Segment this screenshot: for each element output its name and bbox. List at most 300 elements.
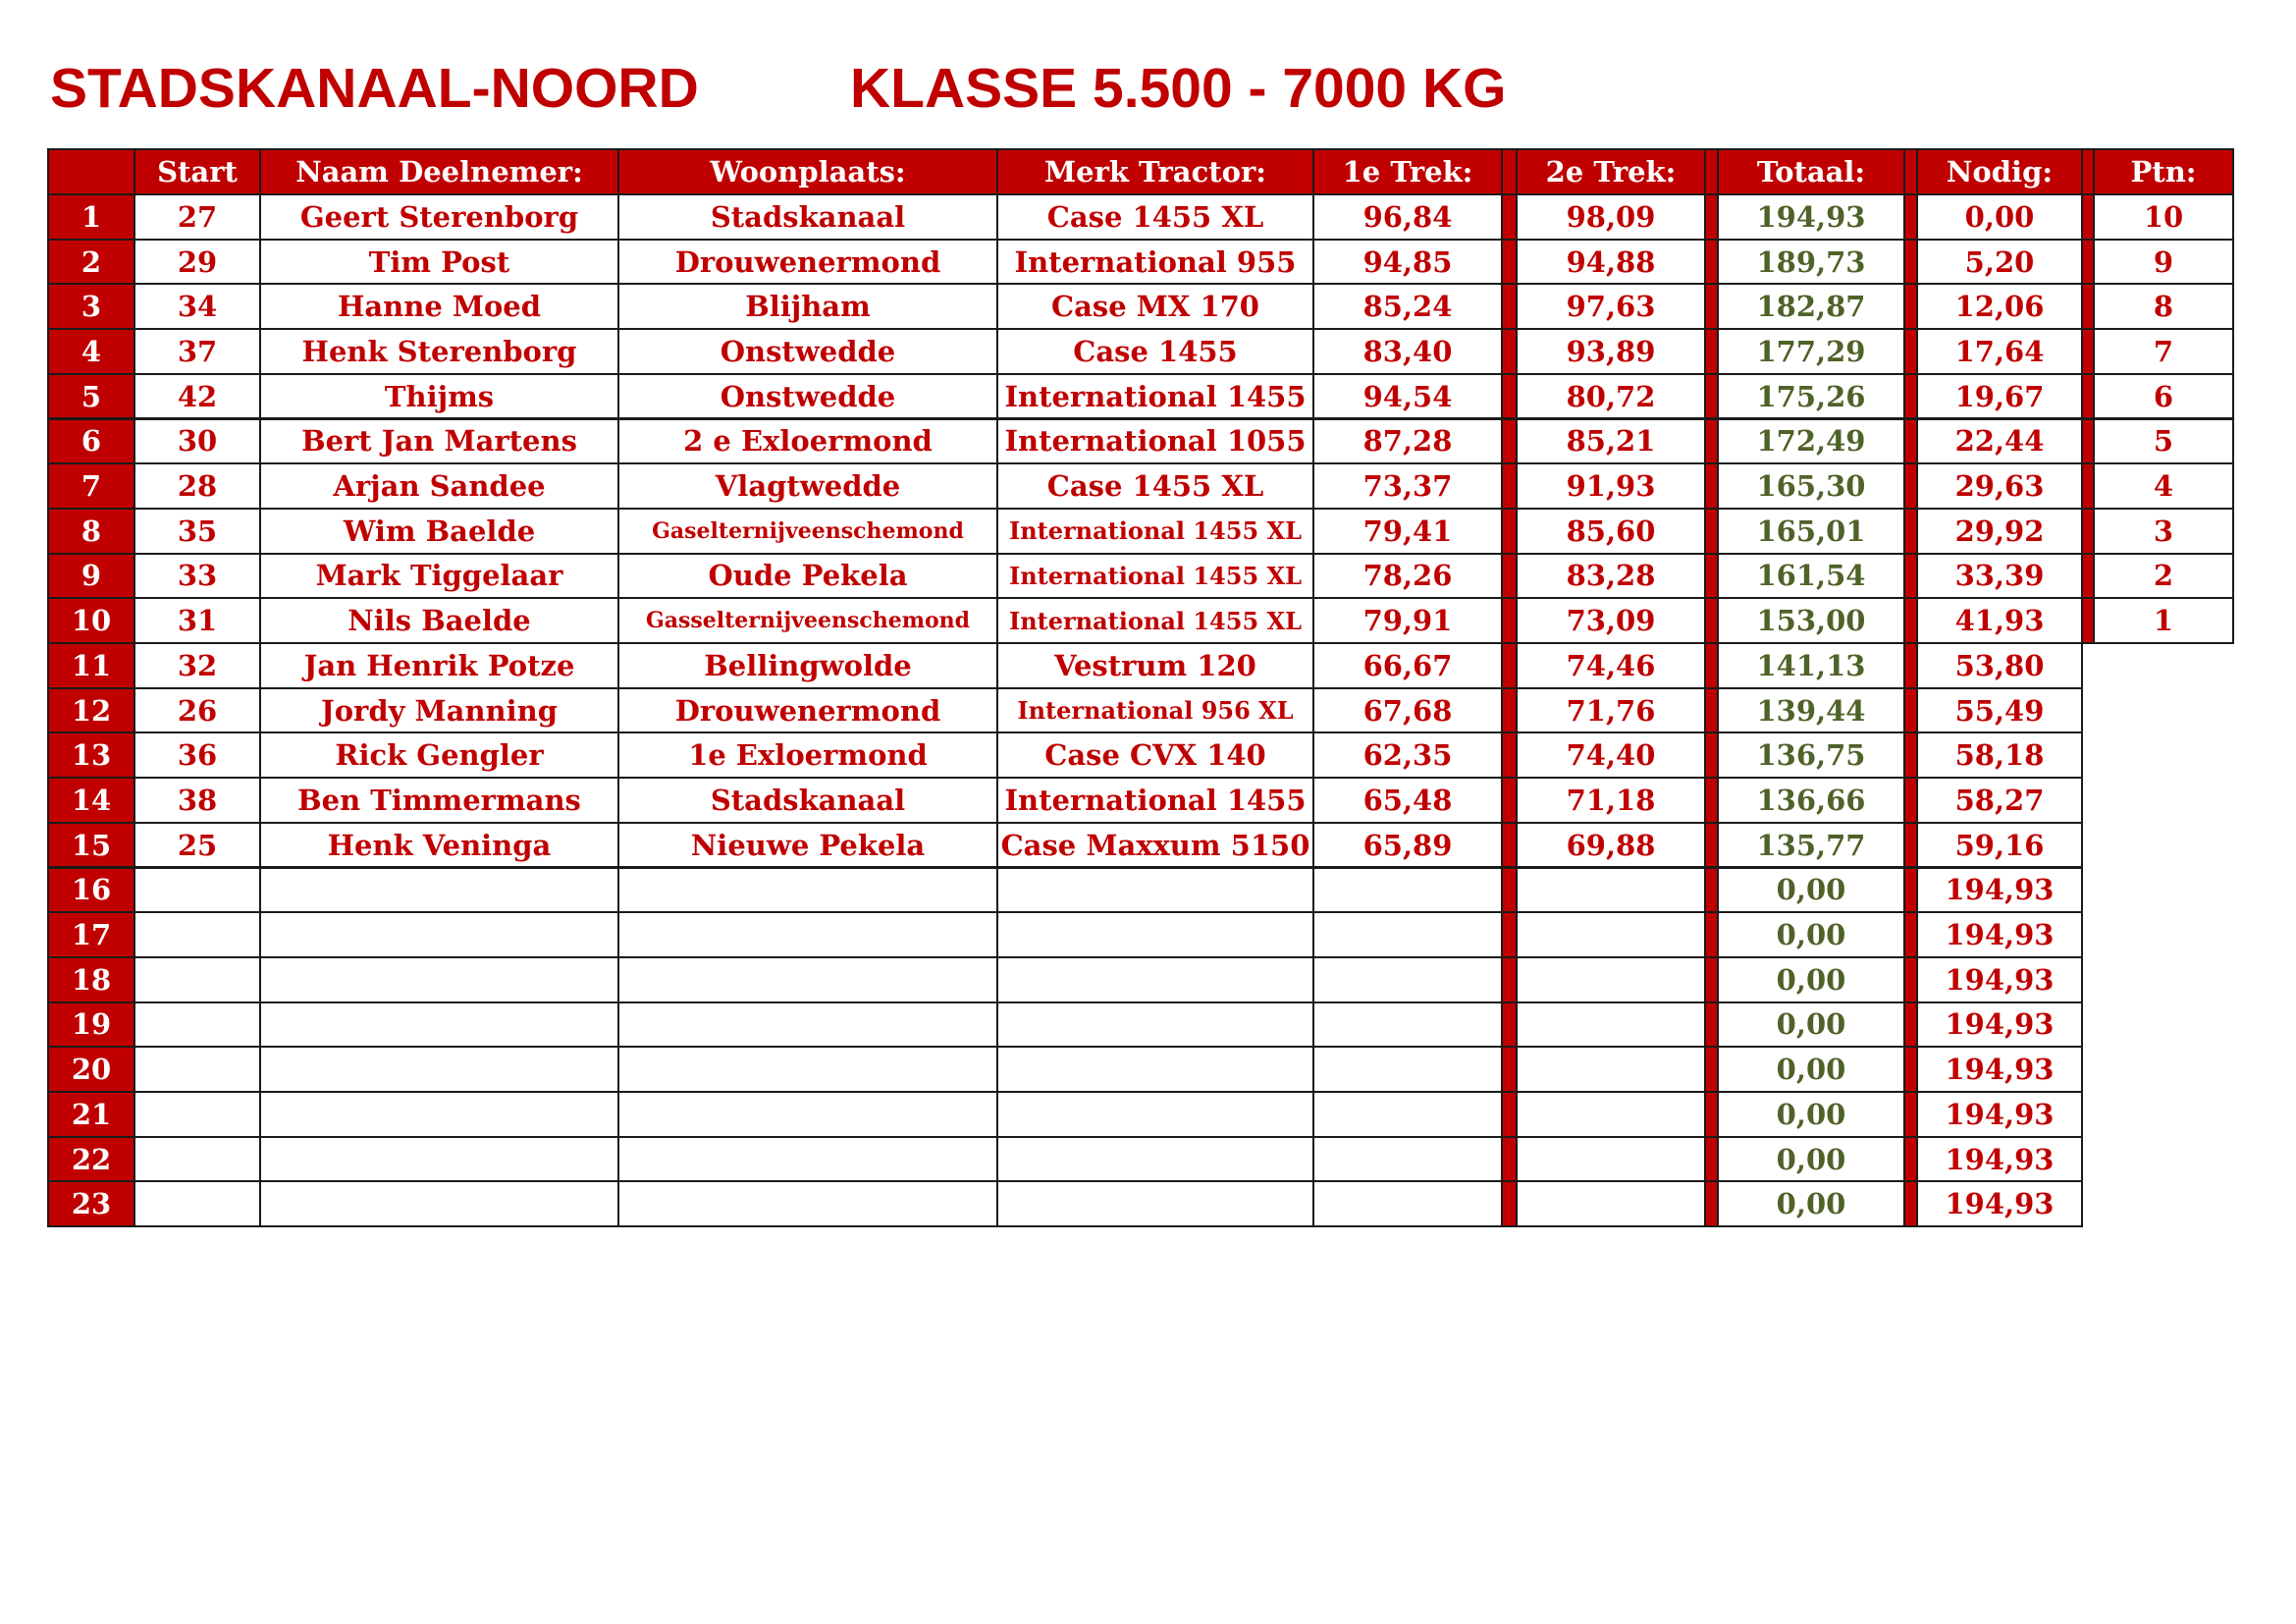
cell-woonplaats: Stadskanaal [617, 193, 998, 241]
column-separator [1704, 418, 1719, 465]
header-naam: Naam Deelnemer: [259, 148, 619, 195]
cell-num: 19 [47, 1001, 135, 1049]
cell-trek2: 91,93 [1516, 462, 1706, 510]
column-separator [1704, 328, 1719, 375]
cell-nodig: 5,20 [1916, 239, 2083, 286]
column-separator [2081, 373, 2095, 420]
cell-totaal: 165,30 [1717, 462, 1905, 510]
cell-nodig: 194,93 [1916, 911, 2083, 958]
column-separator [1501, 731, 1518, 779]
column-separator [1501, 418, 1518, 465]
cell-num: 13 [47, 731, 135, 779]
cell-nodig: 194,93 [1916, 1001, 2083, 1049]
cell-naam [259, 1136, 619, 1183]
column-separator [1903, 462, 1918, 510]
column-separator [1903, 731, 1918, 779]
cell-trek1: 94,85 [1312, 239, 1503, 286]
cell-naam [259, 1046, 619, 1093]
column-separator [2081, 328, 2095, 375]
cell-naam: Thijms [259, 373, 619, 420]
column-separator [1903, 193, 1918, 241]
cell-ptn: 1 [2093, 597, 2234, 644]
cell-naam [259, 867, 619, 914]
cell-naam: Arjan Sandee [259, 462, 619, 510]
column-separator [1501, 687, 1518, 734]
cell-nodig: 17,64 [1916, 328, 2083, 375]
column-separator [1704, 462, 1719, 510]
weight-class-title: KLASSE 5.500 - 7000 KG [850, 57, 1507, 120]
cell-start: 25 [133, 822, 261, 869]
cell-nodig: 194,93 [1916, 1046, 2083, 1093]
cell-start: 31 [133, 597, 261, 644]
column-separator [1903, 597, 1918, 644]
column-separator [1903, 777, 1918, 824]
cell-naam: Henk Veninga [259, 822, 619, 869]
column-separator [1903, 1180, 1918, 1227]
column-separator [1501, 462, 1518, 510]
cell-start [133, 1180, 261, 1227]
cell-nodig: 194,93 [1916, 956, 2083, 1003]
cell-totaal: 0,00 [1717, 867, 1905, 914]
cell-nodig: 29,92 [1916, 508, 2083, 555]
cell-merk: Case 1455 XL [996, 462, 1314, 510]
column-separator [1704, 1091, 1719, 1138]
cell-totaal: 136,66 [1717, 777, 1905, 824]
cell-naam: Jordy Manning [259, 687, 619, 734]
header-num [47, 148, 135, 195]
cell-totaal: 0,00 [1717, 956, 1905, 1003]
column-separator [1501, 148, 1518, 195]
cell-merk [996, 1091, 1314, 1138]
cell-trek2: 83,28 [1516, 553, 1706, 600]
column-separator [2081, 597, 2095, 644]
column-separator [1903, 508, 1918, 555]
column-separator [1903, 373, 1918, 420]
cell-woonplaats: Onstwedde [617, 328, 998, 375]
column-separator [1903, 283, 1918, 330]
cell-naam [259, 1091, 619, 1138]
cell-totaal: 0,00 [1717, 1091, 1905, 1138]
cell-trek1 [1312, 1046, 1503, 1093]
cell-merk [996, 867, 1314, 914]
cell-woonplaats: Bellingwolde [617, 642, 998, 689]
cell-trek1 [1312, 911, 1503, 958]
column-separator [1704, 373, 1719, 420]
column-separator [1903, 418, 1918, 465]
cell-trek2: 97,63 [1516, 283, 1706, 330]
cell-nodig: 194,93 [1916, 1180, 2083, 1227]
cell-num: 1 [47, 193, 135, 241]
column-separator [1903, 553, 1918, 600]
cell-num: 22 [47, 1136, 135, 1183]
header-ptn: Ptn: [2093, 148, 2234, 195]
cell-totaal: 135,77 [1717, 822, 1905, 869]
cell-start: 34 [133, 283, 261, 330]
cell-totaal: 0,00 [1717, 1136, 1905, 1183]
cell-trek1: 85,24 [1312, 283, 1503, 330]
cell-num: 6 [47, 418, 135, 465]
cell-nodig: 41,93 [1916, 597, 2083, 644]
cell-trek1: 79,41 [1312, 508, 1503, 555]
cell-num: 14 [47, 777, 135, 824]
cell-trek1 [1312, 1180, 1503, 1227]
cell-trek2 [1516, 956, 1706, 1003]
cell-nodig: 12,06 [1916, 283, 2083, 330]
cell-woonplaats [617, 1001, 998, 1049]
cell-nodig: 29,63 [1916, 462, 2083, 510]
cell-merk [996, 1136, 1314, 1183]
cell-start: 32 [133, 642, 261, 689]
column-separator [1704, 239, 1719, 286]
cell-woonplaats: Oude Pekela [617, 553, 998, 600]
cell-trek1 [1312, 867, 1503, 914]
column-separator [1501, 777, 1518, 824]
cell-merk [996, 1046, 1314, 1093]
cell-start: 26 [133, 687, 261, 734]
column-separator [1704, 911, 1719, 958]
cell-totaal: 177,29 [1717, 328, 1905, 375]
cell-trek2: 85,21 [1516, 418, 1706, 465]
cell-trek2: 98,09 [1516, 193, 1706, 241]
cell-merk: Case 1455 [996, 328, 1314, 375]
column-separator [1903, 328, 1918, 375]
cell-nodig: 194,93 [1916, 1091, 2083, 1138]
cell-nodig: 19,67 [1916, 373, 2083, 420]
cell-trek2 [1516, 1180, 1706, 1227]
cell-ptn: 8 [2093, 283, 2234, 330]
cell-merk [996, 1001, 1314, 1049]
cell-start: 38 [133, 777, 261, 824]
column-separator [1704, 597, 1719, 644]
cell-num: 10 [47, 597, 135, 644]
column-separator [1704, 1136, 1719, 1183]
cell-trek2 [1516, 911, 1706, 958]
column-separator [1704, 553, 1719, 600]
cell-woonplaats: Nieuwe Pekela [617, 822, 998, 869]
cell-merk: International 956 XL [996, 687, 1314, 734]
column-separator [1501, 867, 1518, 914]
cell-woonplaats [617, 1091, 998, 1138]
cell-nodig: 53,80 [1916, 642, 2083, 689]
cell-trek1: 83,40 [1312, 328, 1503, 375]
column-separator [1501, 193, 1518, 241]
header-nodig: Nodig: [1916, 148, 2083, 195]
cell-totaal: 136,75 [1717, 731, 1905, 779]
column-separator [2081, 418, 2095, 465]
column-separator [1501, 597, 1518, 644]
event-location-title: STADSKANAAL-NOORD [50, 57, 699, 120]
column-separator [2081, 553, 2095, 600]
cell-trek1: 66,67 [1312, 642, 1503, 689]
cell-nodig: 58,27 [1916, 777, 2083, 824]
header-trek1: 1e Trek: [1312, 148, 1503, 195]
cell-woonplaats [617, 1136, 998, 1183]
cell-woonplaats: 2 e Exloermond [617, 418, 998, 465]
cell-trek2: 74,46 [1516, 642, 1706, 689]
cell-trek2: 94,88 [1516, 239, 1706, 286]
cell-woonplaats: Vlagtwedde [617, 462, 998, 510]
cell-naam [259, 1001, 619, 1049]
column-separator [1704, 777, 1719, 824]
cell-trek1: 87,28 [1312, 418, 1503, 465]
column-separator [1903, 956, 1918, 1003]
header-trek2: 2e Trek: [1516, 148, 1706, 195]
cell-naam [259, 956, 619, 1003]
cell-naam: Bert Jan Martens [259, 418, 619, 465]
cell-totaal: 182,87 [1717, 283, 1905, 330]
cell-ptn: 3 [2093, 508, 2234, 555]
column-separator [1903, 1046, 1918, 1093]
cell-trek1: 79,91 [1312, 597, 1503, 644]
cell-ptn: 10 [2093, 193, 2234, 241]
column-separator [1704, 1001, 1719, 1049]
cell-trek1 [1312, 1091, 1503, 1138]
cell-trek1 [1312, 956, 1503, 1003]
cell-woonplaats [617, 956, 998, 1003]
cell-num: 23 [47, 1180, 135, 1227]
cell-trek2: 80,72 [1516, 373, 1706, 420]
cell-ptn: 6 [2093, 373, 2234, 420]
cell-woonplaats: Drouwenermond [617, 687, 998, 734]
column-separator [1501, 328, 1518, 375]
cell-totaal: 0,00 [1717, 911, 1905, 958]
column-separator [1501, 1180, 1518, 1227]
cell-merk: Case CVX 140 [996, 731, 1314, 779]
cell-start [133, 1136, 261, 1183]
cell-naam [259, 1180, 619, 1227]
cell-naam: Hanne Moed [259, 283, 619, 330]
cell-naam: Geert Sterenborg [259, 193, 619, 241]
cell-totaal: 161,54 [1717, 553, 1905, 600]
header-start: Start [133, 148, 261, 195]
cell-start: 30 [133, 418, 261, 465]
cell-num: 21 [47, 1091, 135, 1138]
column-separator [1903, 1136, 1918, 1183]
cell-trek1 [1312, 1001, 1503, 1049]
cell-woonplaats [617, 1046, 998, 1093]
cell-trek2: 71,76 [1516, 687, 1706, 734]
cell-nodig: 194,93 [1916, 867, 2083, 914]
column-separator [1903, 911, 1918, 958]
column-separator [1903, 687, 1918, 734]
column-separator [1501, 956, 1518, 1003]
cell-woonplaats: Onstwedde [617, 373, 998, 420]
column-separator [1501, 508, 1518, 555]
column-separator [1501, 1091, 1518, 1138]
cell-totaal: 0,00 [1717, 1180, 1905, 1227]
cell-ptn: 5 [2093, 418, 2234, 465]
cell-merk: Case MX 170 [996, 283, 1314, 330]
cell-woonplaats: Blijham [617, 283, 998, 330]
cell-trek1: 67,68 [1312, 687, 1503, 734]
cell-trek1: 78,26 [1312, 553, 1503, 600]
cell-start [133, 1001, 261, 1049]
column-separator [1903, 1091, 1918, 1138]
column-separator [1501, 373, 1518, 420]
column-separator [2081, 283, 2095, 330]
cell-nodig: 59,16 [1916, 822, 2083, 869]
cell-naam: Rick Gengler [259, 731, 619, 779]
cell-totaal: 172,49 [1717, 418, 1905, 465]
cell-start: 37 [133, 328, 261, 375]
cell-trek2 [1516, 1001, 1706, 1049]
cell-totaal: 194,93 [1717, 193, 1905, 241]
column-separator [1704, 731, 1719, 779]
cell-num: 16 [47, 867, 135, 914]
cell-num: 11 [47, 642, 135, 689]
column-separator [1704, 148, 1719, 195]
cell-trek2 [1516, 867, 1706, 914]
cell-num: 3 [47, 283, 135, 330]
cell-trek2: 69,88 [1516, 822, 1706, 869]
cell-trek2: 93,89 [1516, 328, 1706, 375]
column-separator [1704, 1046, 1719, 1093]
cell-totaal: 0,00 [1717, 1046, 1905, 1093]
cell-woonplaats: Gasselternijveenschemond [617, 597, 998, 644]
column-separator [1704, 1180, 1719, 1227]
header-merk: Merk Tractor: [996, 148, 1314, 195]
cell-nodig: 33,39 [1916, 553, 2083, 600]
cell-merk: International 1055 [996, 418, 1314, 465]
column-separator [2081, 508, 2095, 555]
cell-nodig: 58,18 [1916, 731, 2083, 779]
cell-trek1: 94,54 [1312, 373, 1503, 420]
cell-merk: International 1455 XL [996, 597, 1314, 644]
cell-woonplaats [617, 867, 998, 914]
column-separator [1501, 1136, 1518, 1183]
cell-start: 28 [133, 462, 261, 510]
cell-start [133, 956, 261, 1003]
cell-trek2 [1516, 1046, 1706, 1093]
column-separator [1704, 956, 1719, 1003]
cell-trek2: 71,18 [1516, 777, 1706, 824]
cell-merk: Case Maxxum 5150 [996, 822, 1314, 869]
column-separator [1501, 1046, 1518, 1093]
cell-naam [259, 911, 619, 958]
cell-totaal: 139,44 [1717, 687, 1905, 734]
column-separator [2081, 462, 2095, 510]
column-separator [1704, 687, 1719, 734]
header-totaal: Totaal: [1717, 148, 1905, 195]
cell-merk: Vestrum 120 [996, 642, 1314, 689]
cell-start [133, 867, 261, 914]
column-separator [1501, 1001, 1518, 1049]
cell-start [133, 1046, 261, 1093]
column-separator [1501, 239, 1518, 286]
cell-naam: Ben Timmermans [259, 777, 619, 824]
cell-start: 42 [133, 373, 261, 420]
cell-trek2 [1516, 1091, 1706, 1138]
cell-merk: International 1455 XL [996, 553, 1314, 600]
cell-nodig: 0,00 [1916, 193, 2083, 241]
column-separator [1903, 148, 1918, 195]
cell-naam: Tim Post [259, 239, 619, 286]
cell-totaal: 165,01 [1717, 508, 1905, 555]
column-separator [1704, 822, 1719, 869]
cell-nodig: 194,93 [1916, 1136, 2083, 1183]
cell-trek1: 96,84 [1312, 193, 1503, 241]
cell-nodig: 22,44 [1916, 418, 2083, 465]
header-woonplaats: Woonplaats: [617, 148, 998, 195]
column-separator [1903, 1001, 1918, 1049]
cell-trek2 [1516, 1136, 1706, 1183]
cell-num: 15 [47, 822, 135, 869]
column-separator [1903, 867, 1918, 914]
cell-num: 17 [47, 911, 135, 958]
cell-merk: Case 1455 XL [996, 193, 1314, 241]
column-separator [1903, 822, 1918, 869]
column-separator [1501, 553, 1518, 600]
cell-trek2: 74,40 [1516, 731, 1706, 779]
column-separator [2081, 193, 2095, 241]
cell-trek1: 62,35 [1312, 731, 1503, 779]
cell-merk [996, 911, 1314, 958]
cell-merk: International 1455 [996, 373, 1314, 420]
column-separator [2081, 239, 2095, 286]
column-separator [1704, 867, 1719, 914]
cell-ptn: 4 [2093, 462, 2234, 510]
cell-ptn: 2 [2093, 553, 2234, 600]
cell-start: 36 [133, 731, 261, 779]
cell-trek1 [1312, 1136, 1503, 1183]
column-separator [1704, 508, 1719, 555]
cell-trek2: 85,60 [1516, 508, 1706, 555]
column-separator [1704, 283, 1719, 330]
column-separator [1704, 642, 1719, 689]
cell-ptn: 9 [2093, 239, 2234, 286]
cell-totaal: 153,00 [1717, 597, 1905, 644]
column-separator [1501, 822, 1518, 869]
cell-woonplaats: Gaselternijveenschemond [617, 508, 998, 555]
cell-num: 5 [47, 373, 135, 420]
cell-trek2: 73,09 [1516, 597, 1706, 644]
cell-naam: Nils Baelde [259, 597, 619, 644]
cell-num: 7 [47, 462, 135, 510]
cell-trek1: 73,37 [1312, 462, 1503, 510]
cell-merk [996, 1180, 1314, 1227]
column-separator [1903, 642, 1918, 689]
cell-start: 33 [133, 553, 261, 600]
cell-num: 8 [47, 508, 135, 555]
cell-woonplaats: 1e Exloermond [617, 731, 998, 779]
cell-merk: International 1455 [996, 777, 1314, 824]
cell-num: 9 [47, 553, 135, 600]
cell-num: 20 [47, 1046, 135, 1093]
cell-merk: International 955 [996, 239, 1314, 286]
cell-totaal: 189,73 [1717, 239, 1905, 286]
cell-merk [996, 956, 1314, 1003]
cell-trek1: 65,89 [1312, 822, 1503, 869]
cell-naam: Henk Sterenborg [259, 328, 619, 375]
column-separator [1903, 239, 1918, 286]
cell-num: 18 [47, 956, 135, 1003]
cell-ptn: 7 [2093, 328, 2234, 375]
cell-totaal: 175,26 [1717, 373, 1905, 420]
column-separator [1501, 642, 1518, 689]
cell-start: 29 [133, 239, 261, 286]
cell-num: 2 [47, 239, 135, 286]
column-separator [2081, 148, 2095, 195]
cell-naam: Mark Tiggelaar [259, 553, 619, 600]
cell-woonplaats: Stadskanaal [617, 777, 998, 824]
cell-trek1: 65,48 [1312, 777, 1503, 824]
cell-woonplaats [617, 911, 998, 958]
cell-start: 35 [133, 508, 261, 555]
cell-start [133, 911, 261, 958]
column-separator [1704, 193, 1719, 241]
cell-woonplaats [617, 1180, 998, 1227]
cell-naam: Wim Baelde [259, 508, 619, 555]
